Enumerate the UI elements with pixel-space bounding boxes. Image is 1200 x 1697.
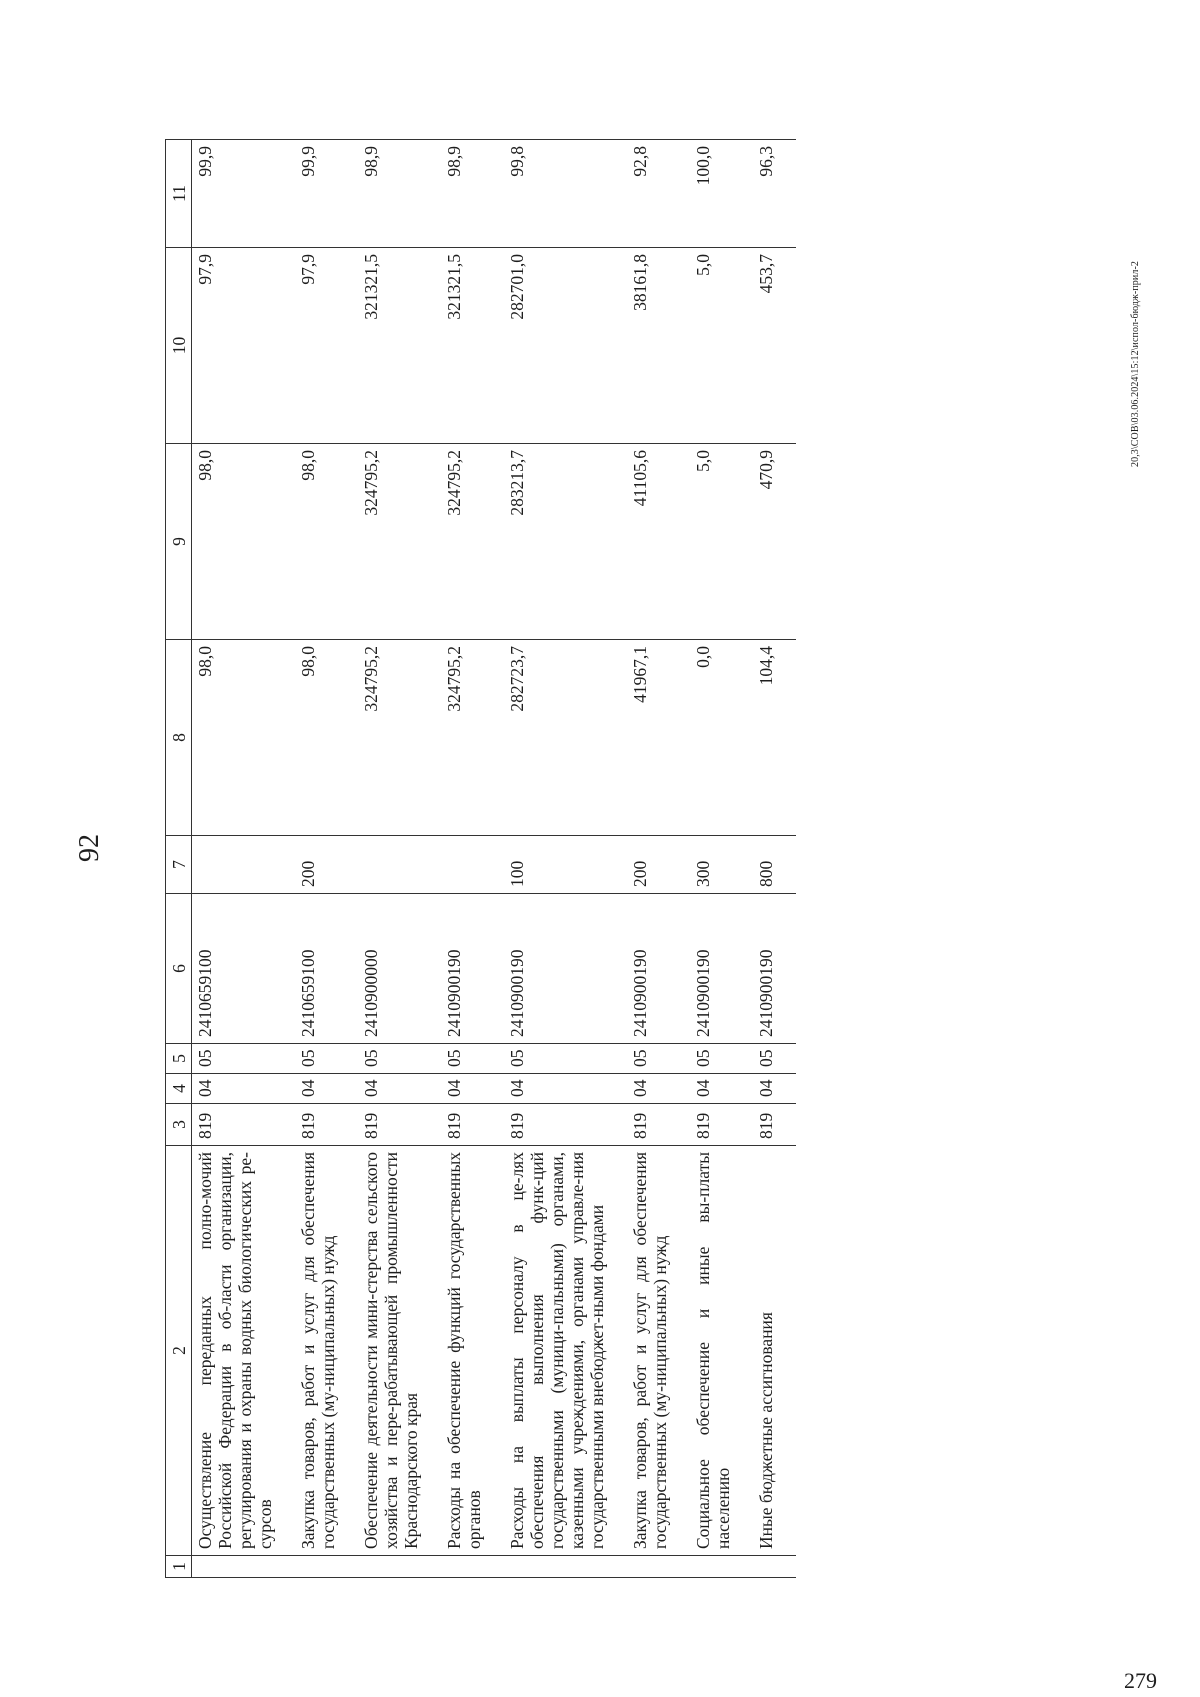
page-number: 92 [74, 834, 105, 862]
cell-approved: 98,0 [295, 640, 358, 836]
cell-col1 [753, 1556, 796, 1578]
cell-subsection: 05 [358, 1044, 441, 1074]
cell-expense-type [441, 836, 504, 894]
cell-ministry-code: 819 [295, 1104, 358, 1146]
col-header-1: 1 [166, 1556, 192, 1578]
cell-target-code: 2410900000 [358, 894, 441, 1044]
cell-percent: 99,8 [504, 140, 627, 248]
cell-planned: 470,9 [753, 444, 796, 640]
cell-section: 04 [192, 1074, 296, 1104]
table-header [166, 140, 192, 1578]
col-header-11: 11 [166, 140, 192, 248]
cell-executed: 38161,8 [627, 248, 690, 444]
cell-percent: 99,9 [192, 140, 296, 248]
cell-expense-type: 100 [504, 836, 627, 894]
cell-col1 [295, 1556, 358, 1578]
cell-expense-type [358, 836, 441, 894]
table-row [504, 140, 627, 1578]
cell-col1 [358, 1556, 441, 1578]
cell-percent: 92,8 [627, 140, 690, 248]
col-header-3: 3 [166, 1104, 192, 1146]
cell-description: Осуществление переданных полно-мочий Российской Федерации в об-ласти организации, регулирования и охраны водных биологических ре-сурсов [192, 1146, 296, 1556]
cell-planned: 324795,2 [358, 444, 441, 640]
cell-executed: 5,0 [690, 248, 753, 444]
cell-section: 04 [295, 1074, 358, 1104]
cell-planned: 5,0 [690, 444, 753, 640]
cell-approved: 324795,2 [441, 640, 504, 836]
cell-approved: 282723,7 [504, 640, 627, 836]
cell-approved: 104,4 [753, 640, 796, 836]
cell-ministry-code: 819 [358, 1104, 441, 1146]
cell-target-code: 2410900190 [627, 894, 690, 1044]
cell-planned: 98,0 [192, 444, 296, 640]
cell-ministry-code: 819 [192, 1104, 296, 1146]
cell-description: Обеспечение деятельности мини-стерства сельского хозяйства и пере-рабатывающей промышленности Краснодарского края [358, 1146, 441, 1556]
cell-planned: 283213,7 [504, 444, 627, 640]
cell-subsection: 05 [192, 1044, 296, 1074]
cell-approved: 41967,1 [627, 640, 690, 836]
cell-description: Расходы на обеспечение функций государственных органов [441, 1146, 504, 1556]
cell-description: Закупка товаров, работ и услуг для обеспечения государственных (му-ниципальных) нужд [295, 1146, 358, 1556]
cell-expense-type [192, 836, 296, 894]
cell-section: 04 [358, 1074, 441, 1104]
cell-section: 04 [627, 1074, 690, 1104]
cell-executed: 321321,5 [441, 248, 504, 444]
cell-planned: 98,0 [295, 444, 358, 640]
cell-approved: 98,0 [192, 640, 296, 836]
cell-ministry-code: 819 [753, 1104, 796, 1146]
col-header-2: 2 [166, 1146, 192, 1556]
cell-target-code: 2410900190 [753, 894, 796, 1044]
cell-section: 04 [441, 1074, 504, 1104]
cell-ministry-code: 819 [690, 1104, 753, 1146]
table-row [690, 140, 753, 1578]
cell-percent: 99,9 [295, 140, 358, 248]
cell-expense-type: 200 [295, 836, 358, 894]
cell-expense-type: 800 [753, 836, 796, 894]
cell-percent: 100,0 [690, 140, 753, 248]
cell-subsection: 05 [690, 1044, 753, 1074]
cell-executed: 97,9 [192, 248, 296, 444]
cell-col1 [690, 1556, 753, 1578]
cell-description: Закупка товаров, работ и услуг для обеспечения государственных (му-ниципальных) нужд [627, 1146, 690, 1556]
cell-target-code: 2410900190 [690, 894, 753, 1044]
table-row [295, 140, 358, 1578]
cell-ministry-code: 819 [627, 1104, 690, 1146]
cell-percent: 98,9 [441, 140, 504, 248]
cell-target-code: 2410900190 [441, 894, 504, 1044]
cell-subsection: 05 [504, 1044, 627, 1074]
cell-target-code: 2410900190 [504, 894, 627, 1044]
cell-executed: 282701,0 [504, 248, 627, 444]
cell-section: 04 [753, 1074, 796, 1104]
cell-executed: 453,7 [753, 248, 796, 444]
cell-target-code: 2410659100 [192, 894, 296, 1044]
col-header-4: 4 [166, 1074, 192, 1104]
cell-col1 [192, 1556, 296, 1578]
cell-percent: 96,3 [753, 140, 796, 248]
table-row [627, 140, 690, 1578]
cell-col1 [441, 1556, 504, 1578]
cell-description: Социальное обеспечение и иные вы-платы населению [690, 1146, 753, 1556]
col-header-8: 8 [166, 640, 192, 836]
cell-subsection: 05 [295, 1044, 358, 1074]
cell-approved: 0,0 [690, 640, 753, 836]
sheet-number: 279 [1124, 1668, 1157, 1693]
table-row [753, 140, 796, 1578]
cell-subsection: 05 [627, 1044, 690, 1074]
cell-expense-type: 200 [627, 836, 690, 894]
cell-section: 04 [504, 1074, 627, 1104]
cell-col1 [627, 1556, 690, 1578]
col-header-5: 5 [166, 1044, 192, 1074]
footer-stamp: 20,3\СОВ\03.06.2024\15:12\испол-бюдж-прил-2 [1130, 261, 1141, 467]
cell-executed: 97,9 [295, 248, 358, 444]
col-header-6: 6 [166, 894, 192, 1044]
col-header-7: 7 [166, 836, 192, 894]
cell-section: 04 [690, 1074, 753, 1104]
table-row [441, 140, 504, 1578]
cell-expense-type: 300 [690, 836, 753, 894]
col-header-9: 9 [166, 444, 192, 640]
cell-planned: 41105,6 [627, 444, 690, 640]
cell-description: Расходы на выплаты персоналу в це-лях обеспечения выполнения функ-ций государственными (муници-пальными) органами, казенными учреждениями, органами управле-ния государственными внебюджет-ными фондами [504, 1146, 627, 1556]
cell-target-code: 2410659100 [295, 894, 358, 1044]
cell-subsection: 05 [441, 1044, 504, 1074]
table-row [358, 140, 441, 1578]
cell-percent: 98,9 [358, 140, 441, 248]
cell-ministry-code: 819 [504, 1104, 627, 1146]
cell-col1 [504, 1556, 627, 1578]
col-header-10: 10 [166, 248, 192, 444]
cell-ministry-code: 819 [441, 1104, 504, 1146]
cell-approved: 324795,2 [358, 640, 441, 836]
budget-table [165, 139, 796, 1578]
cell-subsection: 05 [753, 1044, 796, 1074]
cell-planned: 324795,2 [441, 444, 504, 640]
cell-executed: 321321,5 [358, 248, 441, 444]
table-row [192, 140, 296, 1578]
cell-description: Иные бюджетные ассигнования [753, 1146, 796, 1556]
